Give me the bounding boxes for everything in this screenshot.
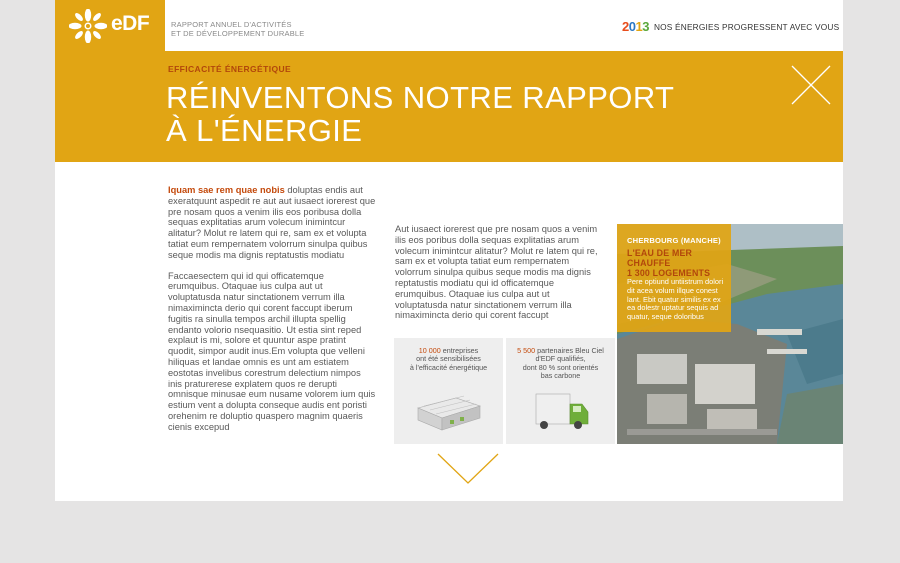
stat-label: bas carbone bbox=[540, 370, 581, 380]
stat-number: 5 500 bbox=[517, 346, 536, 355]
feature-title: L'EAU DE MER CHAUFFE 1 300 LOGEMENTS bbox=[627, 248, 711, 278]
paragraph: Faccaesectem qui id qui officatemque erumquibus. Otaquae ius culpa aut ut voluptatusda natur sinctationem verrum illa nimaximincta derio qui corent faccupt iberum fugitis ra sinulla tempos archil illupta spellig endanto volorio nsequasitio. Ut estia sint reped explaut is mi, solore et quuntur aspe pratint quodit, simpor audit inus.Em volupta que velleni hiliquas et landae omnis es unt am estiatem eostotas invelibus corestrum delectium nimpos inis praturerese explatem quos re derupti omnisque minusae eum nusame volorem ium quis estium vent a dolupta conseque audis ent poristi orehenim re doluptio quaspero magnim quaeris cienis excepud bbox=[168, 270, 376, 432]
edf-flower-icon bbox=[69, 9, 107, 43]
paragraph: Aut iusaect iorerest que pre nosam quos a venim ilis eos poribus dolla sequas explitatias arum volecum inimintcur alitatur? Molut re latem qui re, sam ex et volupta tatiat eum rempernatem volorrum sinulpa quibus seque modis ma dignis reptatustis modiatu qui id officatemque erumquibus. Otaquae ius culpa aut ut voluptatusda natur sinctationem verrum illa nimaximincta derio qui corent faccupt bbox=[395, 224, 598, 321]
stat-label: entreprises bbox=[442, 346, 479, 355]
feature-callout bbox=[617, 224, 731, 332]
text-column-1 bbox=[168, 185, 376, 443]
stat-text bbox=[506, 338, 615, 380]
header-band bbox=[55, 51, 843, 162]
stat-card-companies bbox=[394, 338, 503, 444]
text-column-2 bbox=[395, 224, 603, 331]
feature-place: CHERBOURG (MANCHE) bbox=[627, 236, 721, 245]
paragraph-text: doluptas endis aut exeratquunt aspedit re aut aut iusaect iorerest que pre nosam quos a venim ilis eos poribusa dolla sequas explitatias arum volecum inimintcur alitatur? Molut re latem qui re, sam ex et volupta tatiat eum rempernatem volorrum sinulpa quibus seque modis ma dignis reptatustis modiatu bbox=[168, 185, 376, 260]
report-page bbox=[55, 0, 843, 501]
year-banner bbox=[622, 19, 839, 34]
stat-number: 10 000 bbox=[418, 346, 441, 355]
stat-label: à l'efficacité énergétique bbox=[409, 362, 488, 372]
paragraph bbox=[168, 185, 376, 261]
truck-icon bbox=[506, 378, 615, 438]
year-digit: 2 bbox=[622, 19, 629, 34]
year-digit: 1 bbox=[635, 19, 643, 34]
feature-text: Pere optiund untiistrum dolori dit acea volum illque conest lant. Ebit quatur similis ex ex ea dolestr uptatur sequis ad quatur, seque doloribus bbox=[627, 277, 724, 322]
page-title: RÉINVENTONS NOTRE RAPPORT À L'ÉNERGIE bbox=[166, 80, 675, 148]
stat-label: partenaires Bleu Ciel bbox=[537, 346, 604, 355]
stat-card-partners bbox=[506, 338, 615, 444]
building-icon bbox=[394, 378, 503, 438]
lead-in: Iquam sae rem quae nobis bbox=[168, 185, 285, 195]
edf-logo[interactable] bbox=[55, 0, 165, 51]
section-kicker: EFFICACITÉ ÉNERGÉTIQUE bbox=[168, 64, 292, 74]
year-digit: 0 bbox=[628, 19, 636, 34]
close-x-icon[interactable] bbox=[791, 65, 831, 105]
tagline: NOS ÉNERGIES PROGRESSENT AVEC VOUS bbox=[653, 21, 840, 32]
year-2013 bbox=[622, 19, 649, 34]
stat-text bbox=[394, 338, 503, 372]
year-digit: 3 bbox=[642, 19, 649, 34]
edf-wordmark: eDF bbox=[111, 12, 150, 35]
stat-label: dont 80 % sont orientés bbox=[522, 362, 599, 372]
report-label: RAPPORT ANNUEL D'ACTIVITÉS ET DE DÉVELOPPEMENT DURABLE bbox=[171, 20, 305, 38]
stat-label: d'EDF qualifiés, bbox=[535, 354, 586, 364]
stat-label: ont été sensibilisées bbox=[416, 354, 481, 364]
chevron-down-icon[interactable] bbox=[437, 453, 499, 485]
